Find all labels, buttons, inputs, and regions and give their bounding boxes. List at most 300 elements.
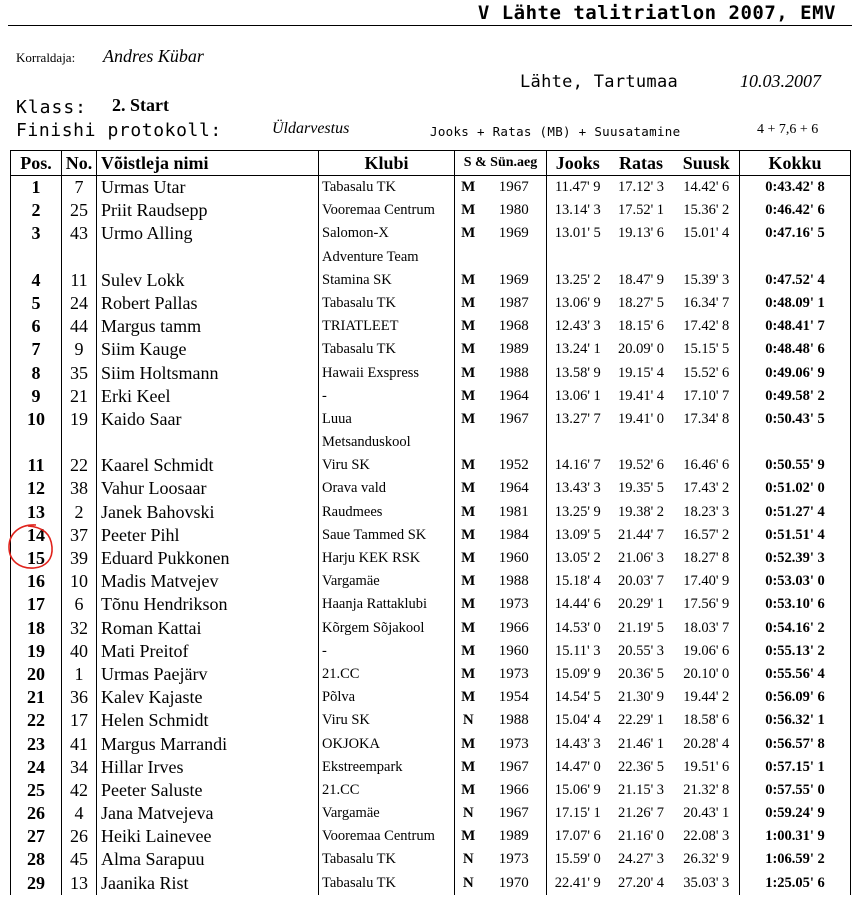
cell-club: Tabasalu TK bbox=[319, 292, 455, 315]
cell-club: Vooremaa Centrum bbox=[319, 199, 455, 222]
cell-no: 32 bbox=[62, 617, 97, 640]
cell-jooks: 13.01' 5 bbox=[554, 225, 601, 242]
cell-name: Roman Kattai bbox=[97, 617, 319, 640]
table-row bbox=[11, 362, 851, 385]
cell-jooks: 15.06' 9 bbox=[554, 781, 601, 798]
cell-no: 7 bbox=[62, 176, 97, 200]
cell-empty bbox=[62, 431, 97, 454]
cell-jooks: 13.09' 5 bbox=[554, 526, 601, 543]
table-row bbox=[11, 501, 851, 524]
table-row bbox=[11, 547, 851, 570]
cell-club: Tabasalu TK bbox=[319, 176, 455, 200]
cell-no: 34 bbox=[62, 756, 97, 779]
cell-total: 0:56.09' 6 bbox=[740, 686, 851, 709]
cell-sex: M bbox=[461, 596, 476, 613]
cell-club: Vargamäe bbox=[319, 570, 455, 593]
cell-sex: M bbox=[461, 387, 476, 404]
cell-empty bbox=[740, 246, 851, 269]
cell-name: Urmas Utar bbox=[97, 176, 319, 200]
event-place: Lähte, Tartumaa bbox=[520, 72, 679, 92]
cell-ratas: 19.41' 4 bbox=[617, 387, 665, 404]
cell-ratas: 21.30' 9 bbox=[617, 689, 665, 706]
cell-year: 1988 bbox=[482, 709, 547, 732]
cell-year: 1981 bbox=[482, 501, 547, 524]
cell-sex: M bbox=[461, 225, 476, 242]
cell-year: 1988 bbox=[482, 570, 547, 593]
cell-pos: 25 bbox=[11, 779, 62, 802]
cell-total: 0:56.57' 8 bbox=[740, 733, 851, 756]
cell-total: 0:57.55' 0 bbox=[740, 779, 851, 802]
cell-no: 26 bbox=[62, 825, 97, 848]
table-row bbox=[11, 385, 851, 408]
cell-total: 0:55.56' 4 bbox=[740, 663, 851, 686]
table-row bbox=[11, 686, 851, 709]
cell-no: 10 bbox=[62, 570, 97, 593]
table-row bbox=[11, 199, 851, 222]
cell-jooks: 14.47' 0 bbox=[554, 758, 601, 775]
cell-club: - bbox=[319, 640, 455, 663]
cell-suusk: 20.43' 1 bbox=[674, 802, 740, 825]
cell-name: Tõnu Hendrikson bbox=[97, 593, 319, 616]
cell-no: 38 bbox=[62, 477, 97, 500]
table-row bbox=[11, 408, 851, 431]
table-row bbox=[11, 338, 851, 361]
cell-total: 0:51.02' 0 bbox=[740, 477, 851, 500]
event-date: 10.03.2007 bbox=[740, 71, 821, 91]
cell-year: 1973 bbox=[482, 593, 547, 616]
cell-ratas: 20.55' 3 bbox=[617, 642, 665, 659]
cell-sex: M bbox=[461, 619, 476, 636]
cell-club: Kõrgem Sõjakool bbox=[319, 617, 455, 640]
cell-sex: M bbox=[461, 642, 476, 659]
cell-club: Tabasalu TK bbox=[319, 338, 455, 361]
highlight-circle bbox=[6, 523, 56, 571]
table-row bbox=[11, 524, 851, 547]
cell-name: Mati Preitof bbox=[97, 640, 319, 663]
cell-name: Erki Keel bbox=[97, 385, 319, 408]
document-title: V Lähte talitriatlon 2007, EMV bbox=[477, 2, 836, 24]
cell-empty bbox=[11, 246, 62, 269]
cell-sex: M bbox=[461, 318, 476, 335]
disciplines-label: Jooks + Ratas (MB) + Suusatamine bbox=[430, 124, 681, 139]
table-row bbox=[11, 802, 851, 825]
cell-ratas: 19.35' 5 bbox=[617, 480, 665, 497]
cell-pos: 21 bbox=[11, 686, 62, 709]
cell-club: TRIATLEET bbox=[319, 315, 455, 338]
protocol-label: Finishi protokoll: bbox=[16, 120, 222, 141]
cell-name: Madis Matvejev bbox=[97, 570, 319, 593]
table-row bbox=[11, 640, 851, 663]
cell-jooks: 13.06' 9 bbox=[554, 294, 601, 311]
cell-year: 1954 bbox=[482, 686, 547, 709]
cell-sex: M bbox=[461, 202, 476, 219]
cell-suusk: 35.03' 3 bbox=[674, 872, 740, 895]
cell-no: 39 bbox=[62, 547, 97, 570]
cell-pos: 22 bbox=[11, 709, 62, 732]
cell-ratas: 17.52' 1 bbox=[617, 202, 665, 219]
cell-sex: N bbox=[462, 874, 474, 891]
cell-ratas: 19.13' 6 bbox=[617, 225, 665, 242]
cell-name: Jana Matvejeva bbox=[97, 802, 319, 825]
cell-total: 0:49.06' 9 bbox=[740, 362, 851, 385]
table-row bbox=[11, 570, 851, 593]
cell-pos: 11 bbox=[11, 454, 62, 477]
header-ratas: Ratas bbox=[609, 151, 674, 176]
cell-jooks: 12.43' 3 bbox=[554, 318, 601, 335]
header-rule bbox=[8, 25, 852, 26]
cell-name: Siim Holtsmann bbox=[97, 362, 319, 385]
cell-sex: M bbox=[461, 550, 476, 566]
cell-ratas: 22.29' 1 bbox=[617, 712, 665, 729]
cell-club: 21.CC bbox=[319, 779, 455, 802]
cell-club: Salomon-X bbox=[319, 222, 455, 245]
cell-sex: M bbox=[461, 526, 476, 543]
cell-name: Janek Bahovski bbox=[97, 501, 319, 524]
cell-year: 1969 bbox=[482, 222, 547, 245]
cell-club: Põlva bbox=[319, 686, 455, 709]
cell-total: 1:00.31' 9 bbox=[740, 825, 851, 848]
cell-pos: 16 bbox=[11, 570, 62, 593]
cell-no: 43 bbox=[62, 222, 97, 245]
cell-ratas: 24.27' 3 bbox=[617, 851, 665, 868]
cell-jooks: 14.44' 6 bbox=[554, 596, 601, 613]
cell-suusk: 26.32' 9 bbox=[674, 848, 740, 871]
cell-club: Vargamäe bbox=[319, 802, 455, 825]
cell-total: 0:53.03' 0 bbox=[740, 570, 851, 593]
cell-total: 0:52.39' 3 bbox=[740, 547, 851, 570]
cell-name: Kaido Saar bbox=[97, 408, 319, 431]
cell-jooks: 11.47' 9 bbox=[554, 179, 601, 195]
cell-jooks: 13.24' 1 bbox=[554, 341, 601, 358]
cell-empty bbox=[740, 431, 851, 454]
cell-suusk: 20.28' 4 bbox=[674, 733, 740, 756]
cell-pos: 26 bbox=[11, 802, 62, 825]
cell-year: 1973 bbox=[482, 733, 547, 756]
cell-sex: N bbox=[462, 712, 474, 729]
cell-ratas: 21.06' 3 bbox=[617, 550, 665, 566]
cell-pos: 17 bbox=[11, 593, 62, 616]
cell-total: 0:53.10' 6 bbox=[740, 593, 851, 616]
cell-ratas: 21.16' 0 bbox=[617, 828, 665, 845]
cell-suusk: 17.56' 9 bbox=[674, 593, 740, 616]
cell-no: 36 bbox=[62, 686, 97, 709]
cell-ratas: 18.15' 6 bbox=[617, 318, 665, 335]
cell-pos: 27 bbox=[11, 825, 62, 848]
cell-club: Harju KEK RSK bbox=[319, 547, 455, 570]
cell-suusk: 16.34' 7 bbox=[674, 292, 740, 315]
cell-pos: 19 bbox=[11, 640, 62, 663]
cell-total: 0:43.42' 8 bbox=[740, 176, 851, 200]
header-name: Võistleja nimi bbox=[97, 151, 319, 176]
cell-club: Saue Tammed SK bbox=[319, 524, 455, 547]
cell-sex: M bbox=[461, 828, 476, 845]
cell-year: 1970 bbox=[482, 872, 547, 895]
cell-pos: 28 bbox=[11, 848, 62, 871]
cell-name: Vahur Loosaar bbox=[97, 477, 319, 500]
cell-year: 1973 bbox=[482, 663, 547, 686]
cell-no: 11 bbox=[62, 269, 97, 292]
cell-ratas: 20.29' 1 bbox=[617, 596, 665, 613]
cell-empty bbox=[455, 431, 482, 454]
cell-ratas: 27.20' 4 bbox=[617, 874, 665, 891]
cell-empty bbox=[11, 431, 62, 454]
cell-no: 44 bbox=[62, 315, 97, 338]
cell-ratas: 17.12' 3 bbox=[617, 179, 665, 195]
cell-ratas: 20.36' 5 bbox=[617, 665, 665, 682]
protocol-value: Üldarvestus bbox=[272, 120, 350, 137]
class-label: Klass: bbox=[16, 97, 88, 118]
cell-suusk: 15.15' 5 bbox=[674, 338, 740, 361]
cell-ratas: 21.15' 3 bbox=[617, 781, 665, 798]
cell-year: 1989 bbox=[482, 825, 547, 848]
cell-no: 1 bbox=[62, 663, 97, 686]
cell-jooks: 13.06' 1 bbox=[554, 387, 601, 404]
cell-jooks: 15.04' 4 bbox=[554, 712, 601, 729]
cell-no: 40 bbox=[62, 640, 97, 663]
table-row bbox=[11, 617, 851, 640]
highlight-circle-stroke bbox=[9, 525, 52, 568]
cell-ratas: 20.09' 0 bbox=[617, 341, 665, 358]
cell-pos: 10 bbox=[11, 408, 62, 431]
cell-no: 24 bbox=[62, 292, 97, 315]
cell-ratas: 19.15' 4 bbox=[617, 364, 665, 381]
cell-year: 1980 bbox=[482, 199, 547, 222]
table-row bbox=[11, 315, 851, 338]
cell-no: 4 bbox=[62, 802, 97, 825]
cell-club: Vooremaa Centrum bbox=[319, 825, 455, 848]
cell-suusk: 21.32' 8 bbox=[674, 779, 740, 802]
cell-total: 0:59.24' 9 bbox=[740, 802, 851, 825]
table-row bbox=[11, 663, 851, 686]
cell-total: 1:25.05' 6 bbox=[740, 872, 851, 895]
cell-suusk: 18.58' 6 bbox=[674, 709, 740, 732]
cell-club: Raudmees bbox=[319, 501, 455, 524]
cell-sex: N bbox=[462, 805, 474, 822]
cell-no: 37 bbox=[62, 524, 97, 547]
cell-suusk: 17.10' 7 bbox=[674, 385, 740, 408]
cell-year: 1960 bbox=[482, 547, 547, 570]
cell-name: Margus Marrandi bbox=[97, 733, 319, 756]
cell-pos: 23 bbox=[11, 733, 62, 756]
header-pos: Pos. bbox=[11, 151, 62, 176]
cell-no: 2 bbox=[62, 501, 97, 524]
cell-name: Eduard Pukkonen bbox=[97, 547, 319, 570]
cell-name: Siim Kauge bbox=[97, 338, 319, 361]
cell-no: 17 bbox=[62, 709, 97, 732]
cell-club: Hawaii Exspress bbox=[319, 362, 455, 385]
cell-name: Alma Sarapuu bbox=[97, 848, 319, 871]
cell-no: 19 bbox=[62, 408, 97, 431]
cell-name: Sulev Lokk bbox=[97, 269, 319, 292]
cell-year: 1968 bbox=[482, 315, 547, 338]
table-header-row bbox=[11, 151, 851, 176]
cell-ratas: 19.38' 2 bbox=[617, 503, 665, 520]
table-row bbox=[11, 848, 851, 871]
cell-suusk: 17.40' 9 bbox=[674, 570, 740, 593]
header-kokku: Kokku bbox=[740, 151, 851, 176]
cell-total: 0:48.41' 7 bbox=[740, 315, 851, 338]
cell-pos: 24 bbox=[11, 756, 62, 779]
organizer-name: Andres Kübar bbox=[103, 46, 204, 66]
cell-sex: M bbox=[461, 735, 476, 752]
cell-suusk: 17.43' 2 bbox=[674, 477, 740, 500]
cell-name: Hillar Irves bbox=[97, 756, 319, 779]
cell-jooks: 15.59' 0 bbox=[554, 851, 601, 868]
cell-total: 0:56.32' 1 bbox=[740, 709, 851, 732]
cell-empty bbox=[609, 431, 674, 454]
cell-sex: M bbox=[461, 364, 476, 381]
cell-total: 0:47.16' 5 bbox=[740, 222, 851, 245]
cell-sex: M bbox=[461, 341, 476, 358]
cell-empty bbox=[482, 431, 547, 454]
header-suusk: Suusk bbox=[674, 151, 740, 176]
header-no: No. bbox=[62, 151, 97, 176]
table-row bbox=[11, 756, 851, 779]
cell-empty bbox=[547, 246, 609, 269]
cell-name: Priit Raudsepp bbox=[97, 199, 319, 222]
cell-year: 1989 bbox=[482, 338, 547, 361]
cell-sex: M bbox=[461, 457, 476, 474]
cell-pos: 8 bbox=[11, 362, 62, 385]
table-row bbox=[11, 176, 851, 200]
cell-suusk: 18.23' 3 bbox=[674, 501, 740, 524]
cell-jooks: 14.53' 0 bbox=[554, 619, 601, 636]
table-row bbox=[11, 454, 851, 477]
cell-name: Urmas Paejärv bbox=[97, 663, 319, 686]
cell-year: 1964 bbox=[482, 477, 547, 500]
cell-ratas: 22.36' 5 bbox=[617, 758, 665, 775]
cell-pos: 12 bbox=[11, 477, 62, 500]
cell-suusk: 17.34' 8 bbox=[674, 408, 740, 431]
header-club: Klubi bbox=[319, 151, 455, 176]
cell-ratas: 18.27' 5 bbox=[617, 294, 665, 311]
cell-sex: M bbox=[461, 179, 476, 195]
cell-sex: M bbox=[461, 410, 476, 427]
cell-no: 22 bbox=[62, 454, 97, 477]
cell-total: 0:57.15' 1 bbox=[740, 756, 851, 779]
cell-club: Viru SK bbox=[319, 709, 455, 732]
table-row bbox=[11, 477, 851, 500]
cell-jooks: 17.15' 1 bbox=[554, 805, 601, 822]
cell-empty bbox=[455, 246, 482, 269]
cell-pos: 5 bbox=[11, 292, 62, 315]
cell-total: 0:48.09' 1 bbox=[740, 292, 851, 315]
cell-pos: 14 bbox=[11, 524, 62, 547]
cell-suusk: 16.46' 6 bbox=[674, 454, 740, 477]
cell-club: Tabasalu TK bbox=[319, 848, 455, 871]
cell-jooks: 17.07' 6 bbox=[554, 828, 601, 845]
cell-pos: 1 bbox=[11, 176, 62, 200]
cell-club: Tabasalu TK bbox=[319, 872, 455, 895]
class-value: 2. Start bbox=[112, 95, 169, 115]
cell-ratas: 19.52' 6 bbox=[617, 457, 665, 474]
cell-name: Peeter Saluste bbox=[97, 779, 319, 802]
cell-pos: 18 bbox=[11, 617, 62, 640]
cell-year: 1964 bbox=[482, 385, 547, 408]
cell-jooks: 13.14' 3 bbox=[554, 202, 601, 219]
table-row-continuation bbox=[11, 246, 851, 269]
table-row bbox=[11, 593, 851, 616]
cell-suusk: 19.06' 6 bbox=[674, 640, 740, 663]
cell-jooks: 14.16' 7 bbox=[554, 457, 601, 474]
cell-jooks: 15.09' 9 bbox=[554, 665, 601, 682]
header-jooks: Jooks bbox=[547, 151, 609, 176]
cell-sex: M bbox=[461, 689, 476, 706]
cell-sex: M bbox=[461, 271, 476, 288]
cell-sex: M bbox=[461, 294, 476, 311]
cell-total: 0:51.51' 4 bbox=[740, 524, 851, 547]
cell-empty bbox=[62, 246, 97, 269]
cell-name: Jaanika Rist bbox=[97, 872, 319, 895]
cell-pos: 9 bbox=[11, 385, 62, 408]
cell-jooks: 14.43' 3 bbox=[554, 735, 601, 752]
cell-name: Robert Pallas bbox=[97, 292, 319, 315]
cell-suusk: 20.10' 0 bbox=[674, 663, 740, 686]
table-row bbox=[11, 269, 851, 292]
cell-ratas: 18.47' 9 bbox=[617, 271, 665, 288]
table-row bbox=[11, 222, 851, 245]
cell-total: 1:06.59' 2 bbox=[740, 848, 851, 871]
cell-total: 0:51.27' 4 bbox=[740, 501, 851, 524]
table-row bbox=[11, 872, 851, 895]
cell-club: Ekstreempark bbox=[319, 756, 455, 779]
cell-ratas: 21.46' 1 bbox=[617, 735, 665, 752]
cell-name: Margus tamm bbox=[97, 315, 319, 338]
cell-empty bbox=[97, 246, 319, 269]
table-row bbox=[11, 825, 851, 848]
distances-label: 4 + 7,6 + 6 bbox=[757, 122, 819, 137]
cell-ratas: 21.44' 7 bbox=[617, 526, 665, 543]
cell-total: 0:50.43' 5 bbox=[740, 408, 851, 431]
cell-name: Helen Schmidt bbox=[97, 709, 319, 732]
cell-suusk: 19.44' 2 bbox=[674, 686, 740, 709]
cell-year: 1967 bbox=[482, 176, 547, 200]
cell-suusk: 14.42' 6 bbox=[674, 176, 740, 200]
cell-club: 21.CC bbox=[319, 663, 455, 686]
cell-year: 1973 bbox=[482, 848, 547, 871]
cell-jooks: 13.43' 3 bbox=[554, 480, 601, 497]
cell-no: 41 bbox=[62, 733, 97, 756]
cell-club: Luua bbox=[319, 408, 455, 431]
table-row bbox=[11, 709, 851, 732]
cell-club-line2: Metsanduskool bbox=[319, 431, 455, 454]
cell-sex: M bbox=[461, 781, 476, 798]
cell-sex: M bbox=[461, 480, 476, 497]
cell-suusk: 18.03' 7 bbox=[674, 617, 740, 640]
cell-pos: 7 bbox=[11, 338, 62, 361]
cell-club-line2: Adventure Team bbox=[319, 246, 455, 269]
cell-total: 0:54.16' 2 bbox=[740, 617, 851, 640]
cell-ratas: 21.19' 5 bbox=[617, 619, 665, 636]
cell-year: 1952 bbox=[482, 454, 547, 477]
cell-ratas: 19.41' 0 bbox=[617, 410, 665, 427]
cell-no: 13 bbox=[62, 872, 97, 895]
cell-pos: 6 bbox=[11, 315, 62, 338]
cell-empty bbox=[609, 246, 674, 269]
cell-year: 1967 bbox=[482, 802, 547, 825]
cell-sex: M bbox=[461, 758, 476, 775]
cell-year: 1987 bbox=[482, 292, 547, 315]
cell-suusk: 17.42' 8 bbox=[674, 315, 740, 338]
cell-year: 1967 bbox=[482, 756, 547, 779]
cell-year: 1967 bbox=[482, 408, 547, 431]
cell-suusk: 16.57' 2 bbox=[674, 524, 740, 547]
cell-club: Stamina SK bbox=[319, 269, 455, 292]
cell-name: Kaarel Schmidt bbox=[97, 454, 319, 477]
results-table bbox=[10, 150, 851, 895]
cell-suusk: 18.27' 8 bbox=[674, 547, 740, 570]
cell-jooks: 13.25' 2 bbox=[554, 271, 601, 288]
